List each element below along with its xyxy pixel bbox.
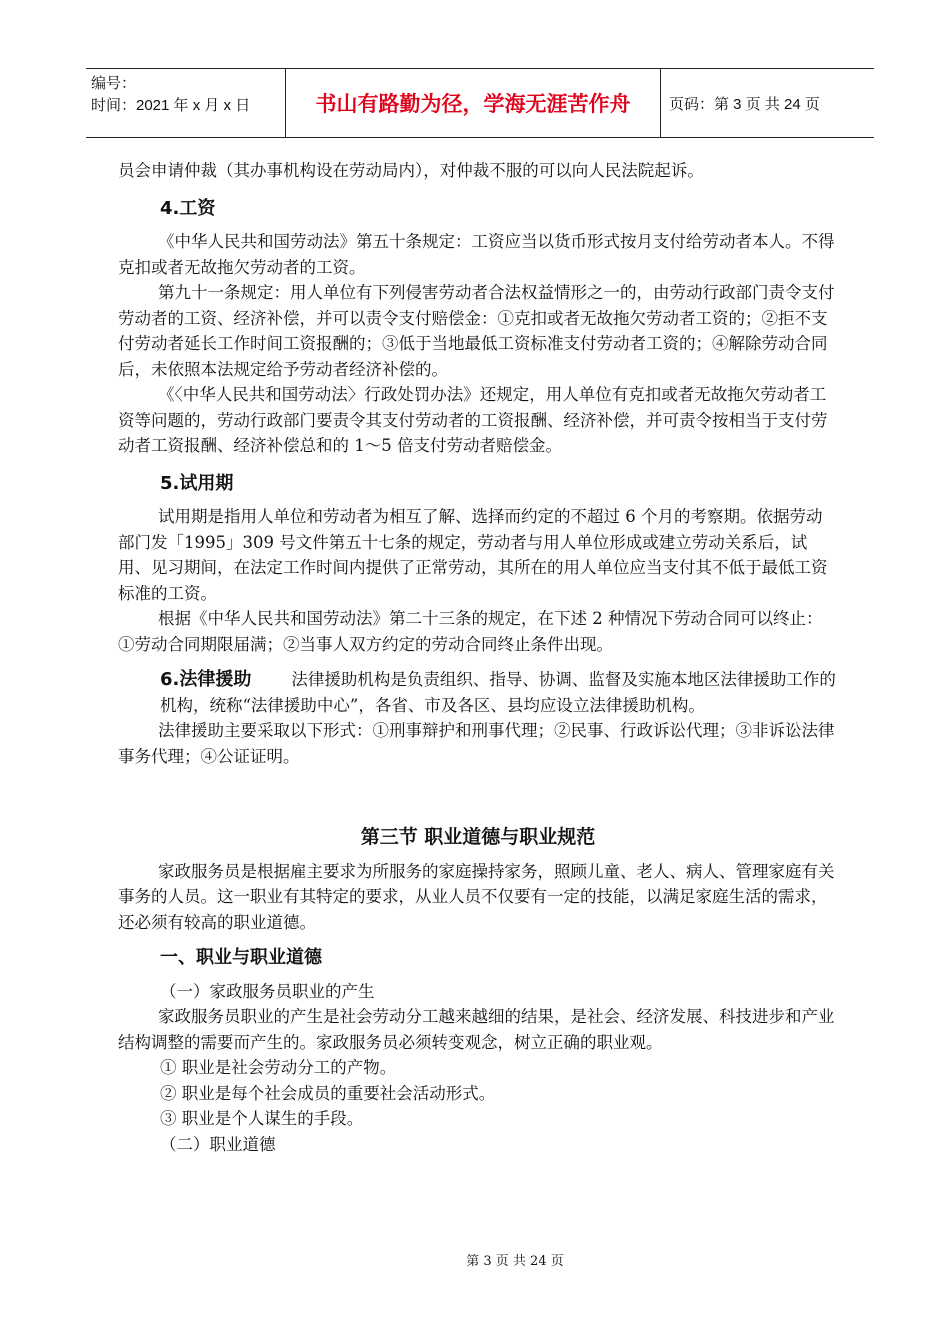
page-header — [86, 68, 874, 138]
heading-wage: 4.工资 — [160, 197, 216, 219]
subheading-origin: （一）家政服务员职业的产生 — [160, 981, 375, 1001]
list-item: ① 职业是社会劳动分工的产物。 — [160, 1058, 397, 1077]
legal-aid-block — [118, 667, 838, 718]
heading-career-ethics: 一、职业与职业道德 — [160, 947, 322, 968]
paragraph-wage-3: 《〈中华人民共和国劳动法〉行政处罚办法》还规定，用人单位有克扣或者无故拖欠劳动者工资等问题的，劳动行政部门要责令其支付劳动者的工资报酬、经济补偿，并可责令按相当于支付劳动者工资报酬、经济补偿总和的 1～5 倍支付劳动者赔偿金。 — [118, 385, 828, 455]
header-meta — [86, 69, 285, 137]
document-body — [118, 158, 838, 1157]
page-footer: 第 3 页 共 24 页 — [466, 1254, 564, 1269]
paragraph-origin: 家政服务员职业的产生是社会劳动分工越来越细的结果，是社会、经济发展、科技进步和产业结构调整的需要而产生的。家政服务员必须转变观念，树立正确的职业观。 — [118, 1007, 835, 1052]
heading-probation: 5.试用期 — [160, 472, 234, 494]
paragraph-wage-2: 第九十一条规定：用人单位有下列侵害劳动者合法权益情形之一的，由劳动行政部门责令支付劳动者的工资、经济补偿，并可以责令支付赔偿金：①克扣或者无故拖欠劳动者工资的；②拒不支付劳动者延长工作时间工资报酬的；③低于当地最低工资标准支付劳动者工资的；④解除劳动合同后，未依照本法规定给予劳动者经济补偿的。 — [118, 283, 835, 379]
heading-legal-aid: 6.法律援助 — [160, 669, 252, 690]
paragraph-legal-1: 法律援助机构是负责组织、指导、协调、监督及实施本地区法律援助工作的机构，统称“法律援助中心”，各省、市及各区、县均应设立法律援助机构。 — [160, 670, 836, 715]
section-title: 第三节 职业道德与职业规范 — [360, 826, 596, 848]
paragraph-legal-2: 法律援助主要采取以下形式：①刑事辩护和刑事代理；②民事、行政诉讼代理；③非诉讼法律事务代理；④公证证明。 — [118, 721, 835, 766]
subheading-ethics: （二）职业道德 — [160, 1134, 276, 1154]
paragraph-probation-2: 根据《中华人民共和国劳动法》第二十三条的规定，在下述 2 种情况下劳动合同可以终止：①劳动合同期限届满；②当事人双方约定的劳动合同终止条件出现。 — [118, 609, 823, 654]
header-motto: 书山有路勤为径，学海无涯苦作舟 — [285, 69, 661, 137]
header-page-label: 页码：第 3 页 共 24 页 — [669, 95, 820, 113]
paragraph-intro: 员会申请仲裁（其办事机构设在劳动局内），对仲裁不服的可以向人民法院起诉。 — [118, 161, 704, 180]
header-date-label: 时间：2021 年 x 月 x 日 — [91, 97, 251, 114]
paragraph-section-1: 家政服务员是根据雇主要求为所服务的家庭操持家务，照顾儿童、老人、病人、管理家庭有关事务的人员。这一职业有其特定的要求，从业人员不仅要有一定的技能，以满足家庭生活的需求，还必须有较高的职业道德。 — [118, 861, 835, 932]
header-number-label: 编号： — [91, 75, 137, 92]
paragraph-wage-1: 《中华人民共和国劳动法》第五十条规定：工资应当以货币形式按月支付给劳动者本人。不得克扣或者无故拖欠劳动者的工资。 — [118, 232, 835, 277]
list-item: ③ 职业是个人谋生的手段。 — [160, 1109, 364, 1128]
paragraph-probation-1: 试用期是指用人单位和劳动者为相互了解、选择而约定的不超过 6 个月的考察期。依据劳动部门发「1995」309 号文件第五十七条的规定，劳动者与用人单位形成或建立劳动关系后，试用、见习期间，在法定工作时间内提供了正常劳动，其所在的用人单位应当支付其不低于最低工资标准的工资。 — [118, 507, 828, 603]
list-item: ② 职业是每个社会成员的重要社会活动形式。 — [160, 1083, 496, 1103]
